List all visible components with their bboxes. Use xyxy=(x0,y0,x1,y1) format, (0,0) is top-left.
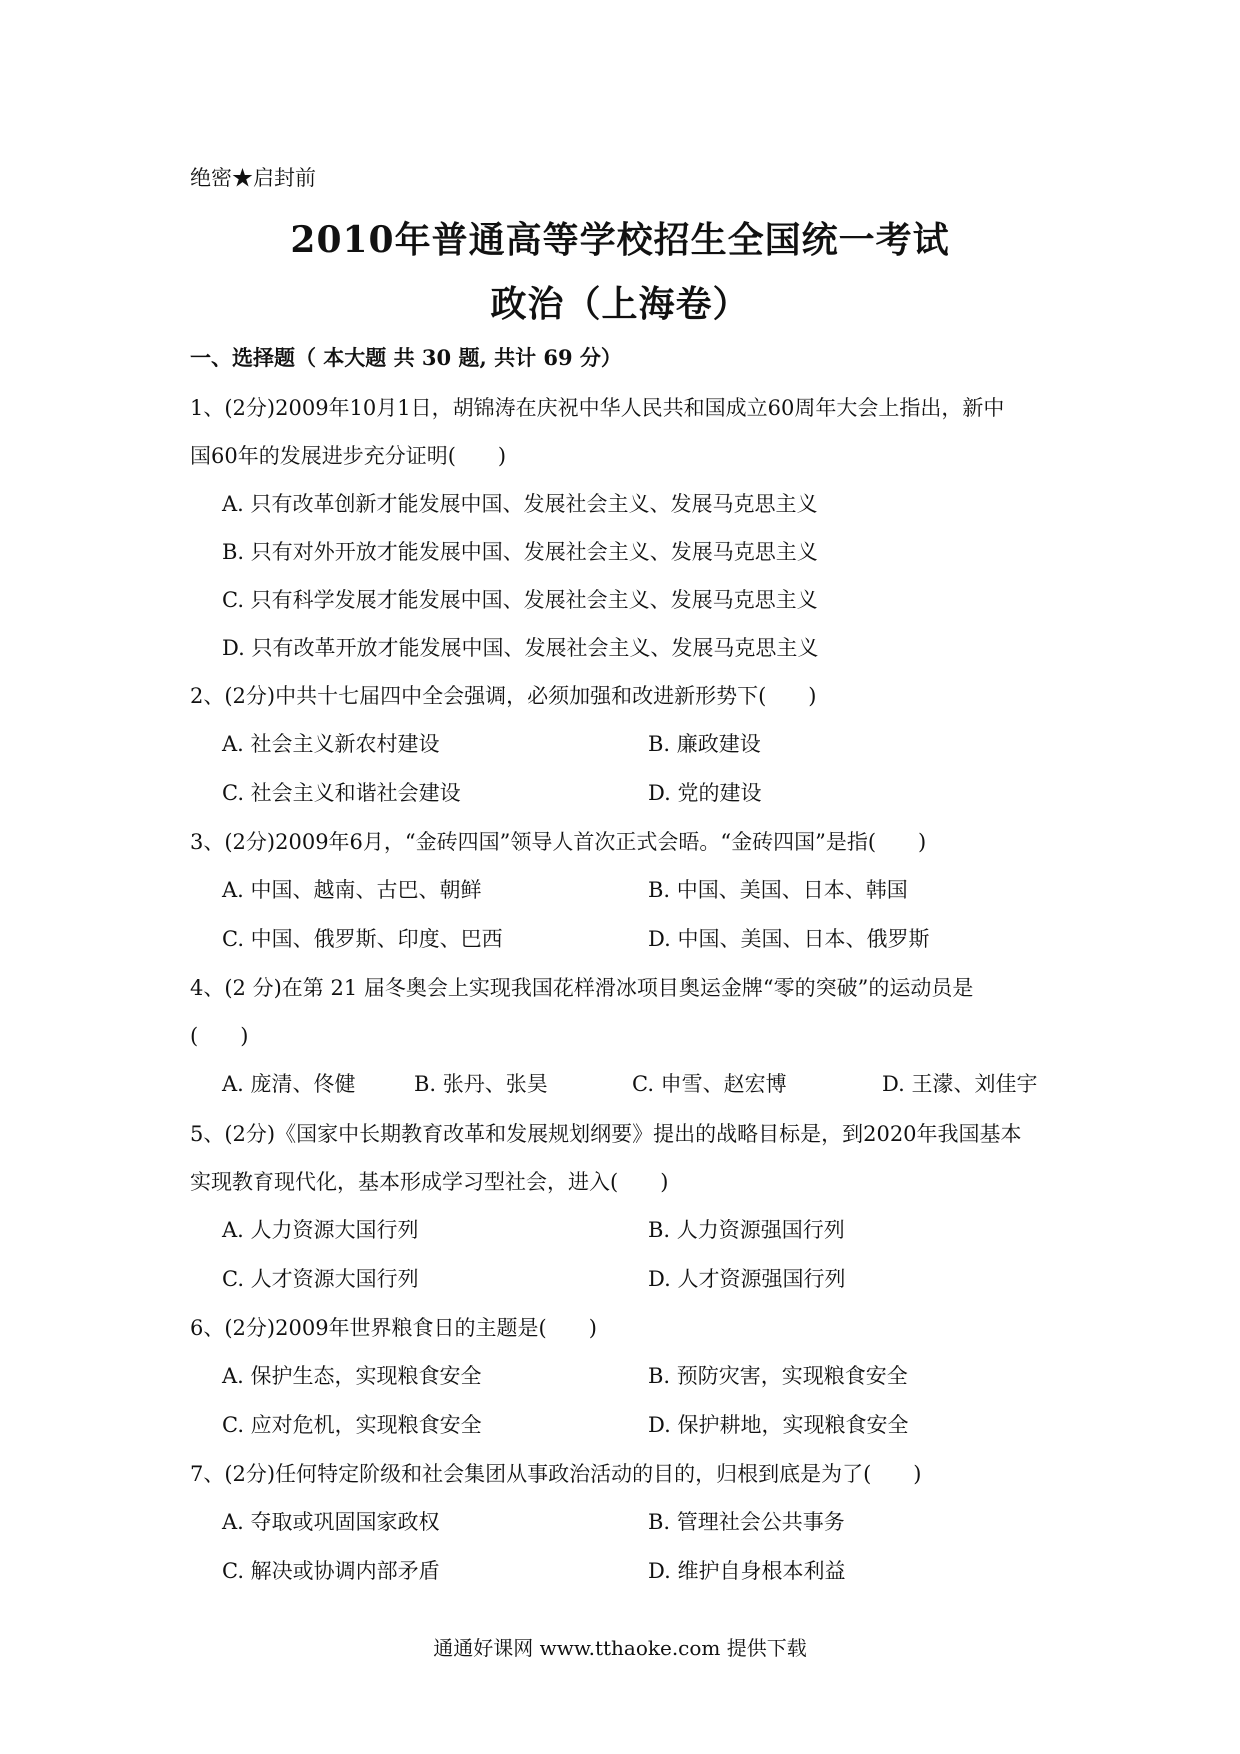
question-5-stem-line-2: 实现教育现代化，基本形成学习型社会，进入( ) xyxy=(190,1170,669,1194)
question-5-option-c: C. 人才资源大国行列 xyxy=(222,1267,419,1291)
question-5-option-b: B. 人力资源强国行列 xyxy=(648,1218,845,1242)
question-3-option-b: B. 中国、美国、日本、韩国 xyxy=(648,878,908,902)
exam-subtitle: 政治（上海卷） xyxy=(490,283,750,325)
question-4-option-d: D. 王濛、刘佳宇 xyxy=(882,1072,1038,1096)
question-4-stem-line-2: ( ) xyxy=(190,1024,249,1048)
question-6-option-d: D. 保护耕地，实现粮食安全 xyxy=(648,1413,909,1437)
question-5-option-a: A. 人力资源大国行列 xyxy=(222,1218,419,1242)
question-7-option-c: C. 解决或协调内部矛盾 xyxy=(222,1559,440,1583)
question-3-option-a: A. 中国、越南、古巴、朝鲜 xyxy=(222,878,482,902)
question-4-option-a: A. 庞清、佟健 xyxy=(222,1072,356,1096)
question-2-option-d: D. 党的建设 xyxy=(648,781,762,805)
section-heading: 一、选择题（ 本大题 共 30 题, 共计 69 分） xyxy=(190,345,622,370)
question-7-option-d: D. 维护自身根本利益 xyxy=(648,1559,846,1583)
question-7-stem: 7、(2分)任何特定阶级和社会集团从事政治活动的目的，归根到底是为了( ) xyxy=(190,1462,922,1486)
question-5-option-d: D. 人才资源强国行列 xyxy=(648,1267,846,1291)
question-4-stem-line-1: 4、(2 分)在第 21 届冬奥会上实现我国花样滑冰项目奥运金牌“零的突破”的运动员是 xyxy=(190,976,974,1000)
question-2-option-a: A. 社会主义新农村建设 xyxy=(222,732,440,756)
question-1-option-a: A. 只有改革创新才能发展中国、发展社会主义、发展马克思主义 xyxy=(222,492,818,516)
question-1-option-d: D. 只有改革开放才能发展中国、发展社会主义、发展马克思主义 xyxy=(222,636,819,660)
question-6-option-a: A. 保护生态，实现粮食安全 xyxy=(222,1364,482,1388)
question-2-option-b: B. 廉政建设 xyxy=(648,732,761,756)
question-6-stem: 6、(2分)2009年世界粮食日的主题是( ) xyxy=(190,1316,597,1340)
classification-label: 绝密★启封前 xyxy=(190,166,316,190)
question-1-option-c: C. 只有科学发展才能发展中国、发展社会主义、发展马克思主义 xyxy=(222,588,818,612)
question-6-option-b: B. 预防灾害，实现粮食安全 xyxy=(648,1364,908,1388)
question-7-option-a: A. 夺取或巩固国家政权 xyxy=(222,1510,440,1534)
exam-title: 2010年普通高等学校招生全国统一考试 xyxy=(290,219,950,261)
question-6-option-c: C. 应对危机，实现粮食安全 xyxy=(222,1413,482,1437)
question-2-option-c: C. 社会主义和谐社会建设 xyxy=(222,781,461,805)
question-4-option-b: B. 张丹、张昊 xyxy=(414,1072,548,1096)
footer-source-note: 通通好课网 www.tthaoke.com 提供下载 xyxy=(433,1636,807,1660)
question-7-option-b: B. 管理社会公共事务 xyxy=(648,1510,845,1534)
question-5-stem-line-1: 5、(2分)《国家中长期教育改革和发展规划纲要》提出的战略目标是，到2020年我国基本 xyxy=(190,1122,1022,1146)
question-3-stem: 3、(2分)2009年6月，“金砖四国”领导人首次正式会晤。“金砖四国”是指( ) xyxy=(190,830,927,854)
question-3-option-c: C. 中国、俄罗斯、印度、巴西 xyxy=(222,927,503,951)
question-1-stem-line-2: 国60年的发展进步充分证明( ) xyxy=(190,444,507,468)
question-1-stem-line-1: 1、(2分)2009年10月1日，胡锦涛在庆祝中华人民共和国成立60周年大会上指出，新中 xyxy=(190,396,1005,420)
question-4-option-c: C. 申雪、赵宏博 xyxy=(632,1072,787,1096)
question-2-stem: 2、(2分)中共十七届四中全会强调，必须加强和改进新形势下( ) xyxy=(190,684,817,708)
question-1-option-b: B. 只有对外开放才能发展中国、发展社会主义、发展马克思主义 xyxy=(222,540,818,564)
question-3-option-d: D. 中国、美国、日本、俄罗斯 xyxy=(648,927,930,951)
